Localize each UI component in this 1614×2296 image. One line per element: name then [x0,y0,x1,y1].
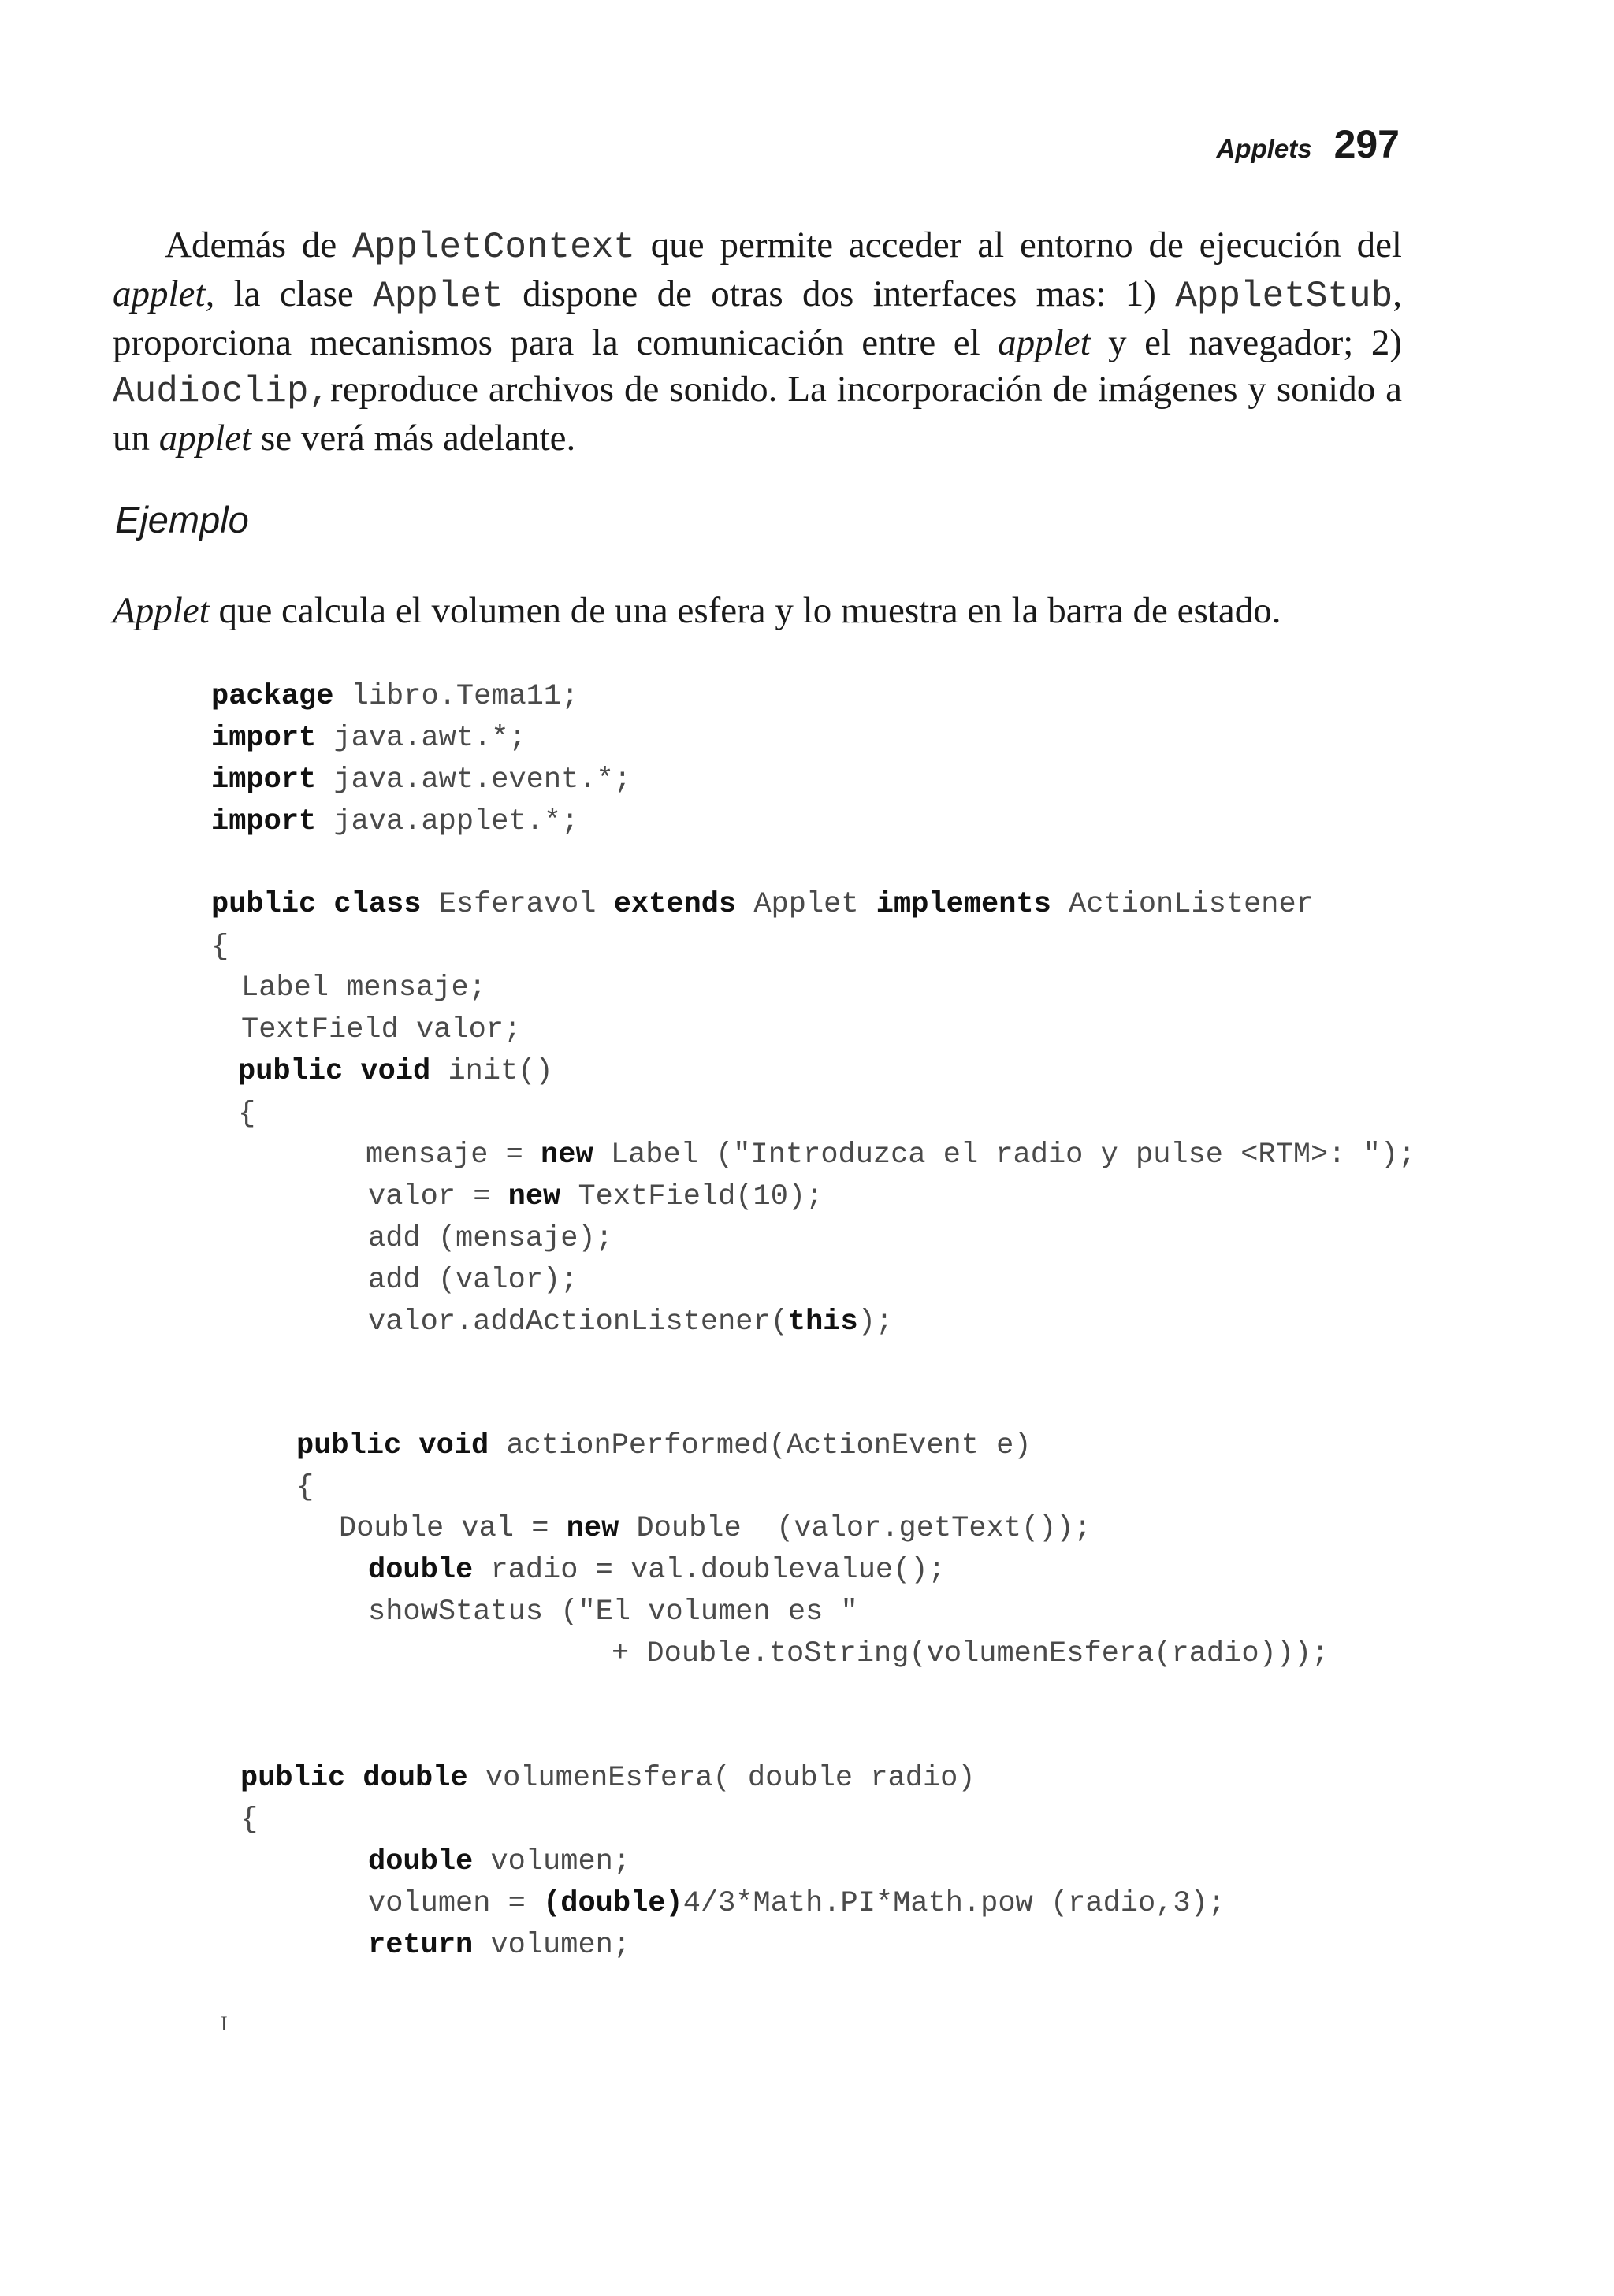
intro-text: que permite acceder al entorno de ejecución del [634,225,1402,266]
intro-text: reproduce archivos de sonido. La incorporación de imágenes y sonido a un [113,369,1402,459]
code-line: + Double.toString(volumenEsfera(radio))); [612,1637,1330,1670]
code-line: import java.applet.*; [211,805,579,838]
code-line: mensaje = new Label ("Introduzca el radio y pulse <RTM>: "); [366,1139,1416,1172]
code-line: { [296,1471,314,1504]
code-line: double radio = val.doublevalue(); [368,1554,946,1587]
code-line: return volumen; [368,1929,631,1962]
code-line: import java.awt.*; [211,722,526,755]
margin-mark: I [221,2012,228,2035]
code-line: volumen = (double)4/3*Math.PI*Math.pow (radio,3); [368,1887,1225,1920]
code-line: add (mensaje); [368,1222,613,1255]
code-line: double volumen; [368,1845,631,1878]
intro-text: dispone de otras dos interfaces mas: 1) [503,273,1176,314]
example-heading: Ejemplo [115,499,249,541]
code-line: { [240,1804,258,1837]
emphasis-term: applet [998,322,1091,363]
intro-text: se verá más adelante. [251,418,576,459]
code-line: { [238,1098,256,1131]
code-line: showStatus ("El volumen es " [368,1596,858,1629]
code-line: public void actionPerformed(ActionEvent e) [296,1429,1032,1462]
code-line: valor = new TextField(10); [368,1180,824,1213]
intro-text: y el navegador; 2) [1090,322,1402,363]
code-line: public class Esferavol extends Applet implements ActionListener [211,888,1314,921]
code-line: TextField valor; [241,1013,522,1046]
code-line: { [211,931,229,964]
code-line: package libro.Tema11; [211,680,579,713]
code-line: Double val = new Double (valor.getText()); [339,1512,1091,1545]
code-term: AppletStub [1175,276,1393,317]
intro-text: la clase [214,273,374,314]
code-line: public void init() [238,1055,553,1088]
code-line: import java.awt.event.*; [211,763,631,797]
code-term: Applet [373,276,504,317]
intro-text: , proporciona mecanismos para la comunicación entre el [113,273,1402,363]
code-line: Label mensaje; [241,972,486,1005]
code-term: AppletContext [352,227,635,268]
emphasis-term: Applet [113,590,210,631]
description-text: que calcula el volumen de una esfera y lo muestra en la barra de estado. [209,590,1281,631]
code-line: add (valor); [368,1264,578,1297]
code-line: public double volumenEsfera( double radio) [240,1762,976,1795]
emphasis-term: applet [158,418,252,459]
code-term: Audioclip, [113,371,331,412]
code-line: valor.addActionListener(this); [368,1306,894,1339]
page-number: 297 [1333,122,1400,166]
intro-text: Además de [165,225,353,266]
section-title: Applets [1216,134,1312,163]
emphasis-term: applet, [113,273,215,314]
